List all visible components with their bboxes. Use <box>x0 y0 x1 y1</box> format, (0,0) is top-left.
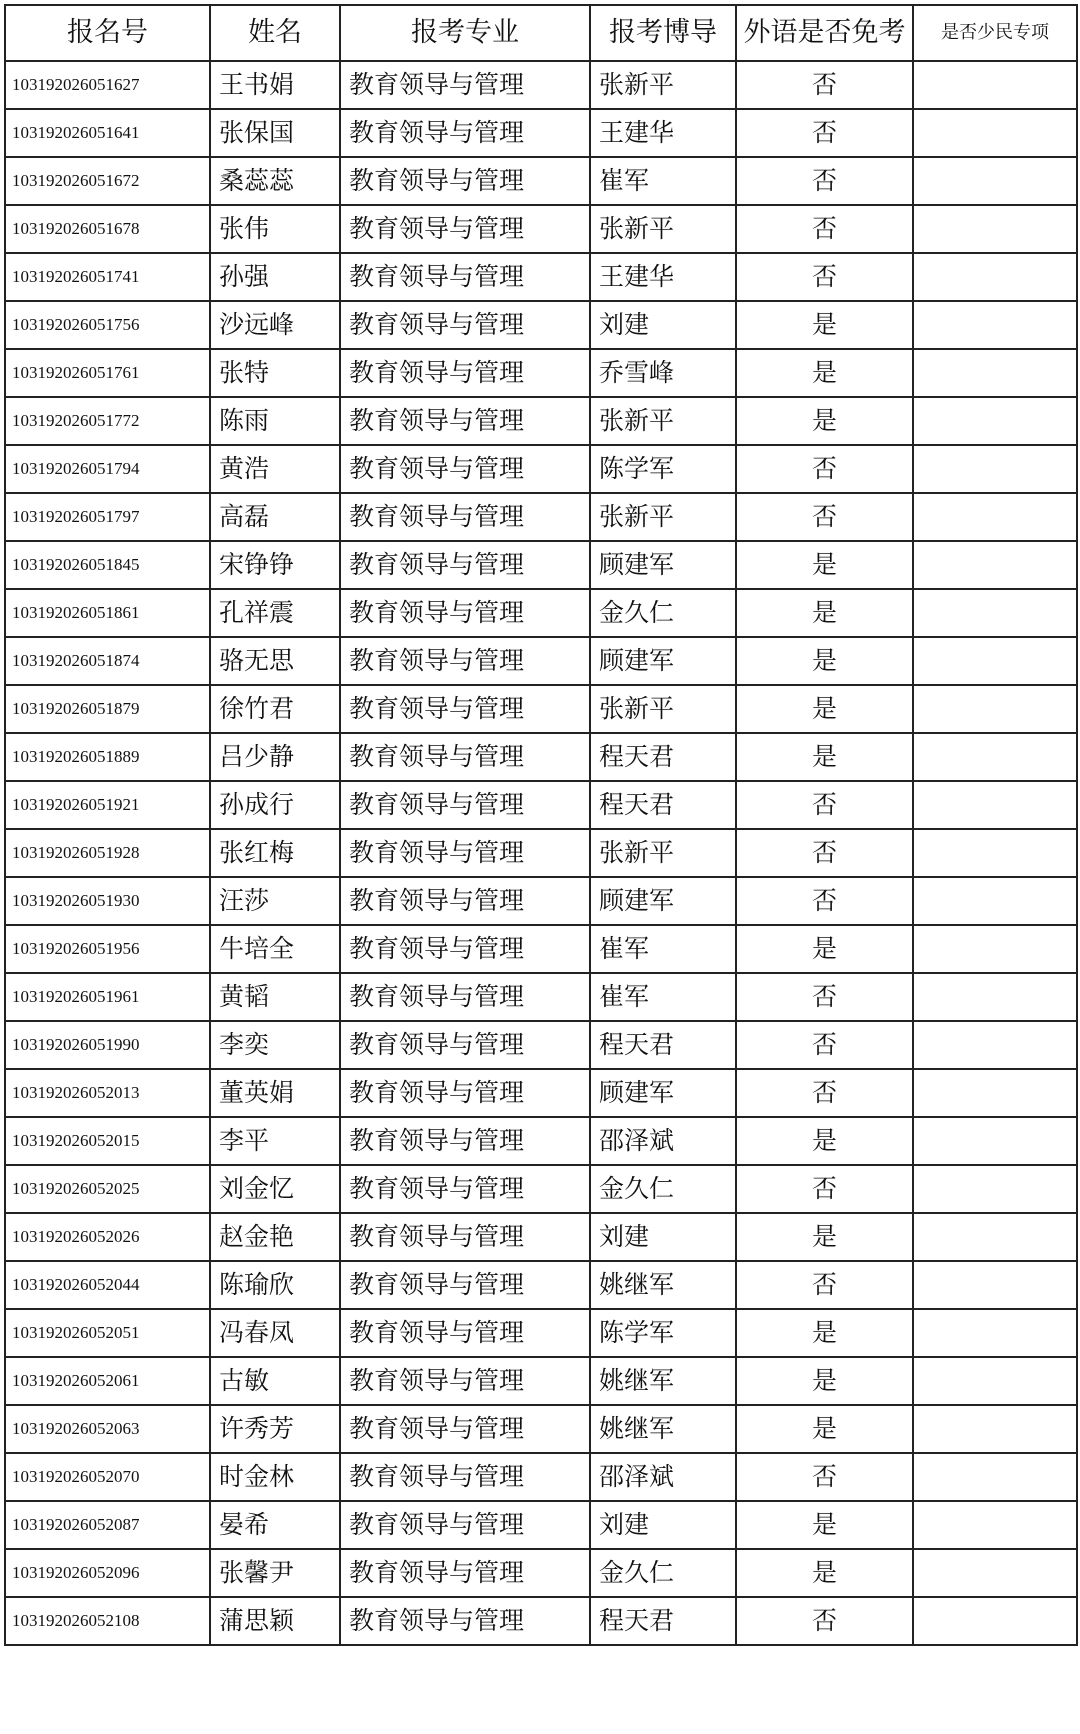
minority-program-cell <box>913 1069 1077 1117</box>
supervisor-cell: 张新平 <box>590 685 736 733</box>
name-cell: 晏希 <box>210 1501 340 1549</box>
registration-number-cell: 103192026052044 <box>5 1261 210 1309</box>
major-cell: 教育领导与管理 <box>340 1213 590 1261</box>
registration-number-cell: 103192026051741 <box>5 253 210 301</box>
name-cell: 牛培全 <box>210 925 340 973</box>
language-exempt-cell: 否 <box>736 973 913 1021</box>
major-cell: 教育领导与管理 <box>340 1597 590 1645</box>
table-row <box>5 1309 1077 1357</box>
major-cell: 教育领导与管理 <box>340 781 590 829</box>
minority-program-cell <box>913 397 1077 445</box>
supervisor-cell: 张新平 <box>590 61 736 109</box>
language-exempt-cell: 是 <box>736 589 913 637</box>
supervisor-cell: 程天君 <box>590 781 736 829</box>
name-cell: 冯春凤 <box>210 1309 340 1357</box>
minority-program-cell <box>913 1549 1077 1597</box>
table-row <box>5 1117 1077 1165</box>
major-cell: 教育领导与管理 <box>340 253 590 301</box>
language-exempt-cell: 是 <box>736 1501 913 1549</box>
registration-number-cell: 103192026052026 <box>5 1213 210 1261</box>
supervisor-cell: 崔军 <box>590 973 736 1021</box>
language-exempt-cell: 否 <box>736 1069 913 1117</box>
major-cell: 教育领导与管理 <box>340 109 590 157</box>
minority-program-cell <box>913 1597 1077 1645</box>
language-exempt-cell: 否 <box>736 1597 913 1645</box>
name-cell: 汪莎 <box>210 877 340 925</box>
supervisor-cell: 金久仁 <box>590 1549 736 1597</box>
language-exempt-cell: 是 <box>736 1357 913 1405</box>
language-exempt-cell: 是 <box>736 925 913 973</box>
name-cell: 李平 <box>210 1117 340 1165</box>
language-exempt-cell: 是 <box>736 541 913 589</box>
minority-program-cell <box>913 301 1077 349</box>
minority-program-cell <box>913 1021 1077 1069</box>
language-exempt-cell: 否 <box>736 157 913 205</box>
major-cell: 教育领导与管理 <box>340 1117 590 1165</box>
name-cell: 蒲思颖 <box>210 1597 340 1645</box>
name-cell: 骆无思 <box>210 637 340 685</box>
minority-program-cell <box>913 973 1077 1021</box>
name-cell: 许秀芳 <box>210 1405 340 1453</box>
minority-program-cell <box>913 1261 1077 1309</box>
supervisor-cell: 顾建军 <box>590 637 736 685</box>
language-exempt-cell: 否 <box>736 829 913 877</box>
supervisor-cell: 张新平 <box>590 397 736 445</box>
minority-program-cell <box>913 637 1077 685</box>
minority-program-cell <box>913 1213 1077 1261</box>
minority-program-cell <box>913 877 1077 925</box>
major-cell: 教育领导与管理 <box>340 1549 590 1597</box>
minority-program-cell <box>913 541 1077 589</box>
major-cell: 教育领导与管理 <box>340 733 590 781</box>
supervisor-cell: 陈学军 <box>590 445 736 493</box>
major-cell: 教育领导与管理 <box>340 301 590 349</box>
registration-number-cell: 103192026051641 <box>5 109 210 157</box>
minority-program-cell <box>913 685 1077 733</box>
language-exempt-cell: 否 <box>736 205 913 253</box>
registration-number-cell: 103192026052025 <box>5 1165 210 1213</box>
registration-number-cell: 103192026051678 <box>5 205 210 253</box>
registration-number-cell: 103192026051990 <box>5 1021 210 1069</box>
registration-number-cell: 103192026052096 <box>5 1549 210 1597</box>
table-row <box>5 925 1077 973</box>
name-cell: 宋铮铮 <box>210 541 340 589</box>
registration-number-cell: 103192026051889 <box>5 733 210 781</box>
registration-number-cell: 103192026051794 <box>5 445 210 493</box>
registration-number-cell: 103192026052061 <box>5 1357 210 1405</box>
name-cell: 王书娟 <box>210 61 340 109</box>
minority-program-cell <box>913 1453 1077 1501</box>
minority-program-cell <box>913 445 1077 493</box>
language-exempt-cell: 是 <box>736 349 913 397</box>
supervisor-cell: 刘建 <box>590 1213 736 1261</box>
supervisor-cell: 姚继军 <box>590 1405 736 1453</box>
supervisor-cell: 顾建军 <box>590 541 736 589</box>
name-cell: 高磊 <box>210 493 340 541</box>
admission-list-sheet <box>4 4 1076 1730</box>
name-cell: 张伟 <box>210 205 340 253</box>
minority-program-cell <box>913 1165 1077 1213</box>
table-row <box>5 637 1077 685</box>
table-row <box>5 349 1077 397</box>
registration-number-cell: 103192026051672 <box>5 157 210 205</box>
registration-number-cell: 103192026051627 <box>5 61 210 109</box>
minority-program-cell <box>913 493 1077 541</box>
language-exempt-cell: 否 <box>736 877 913 925</box>
name-cell: 桑蕊蕊 <box>210 157 340 205</box>
table-header <box>5 5 1077 61</box>
registration-number-cell: 103192026051772 <box>5 397 210 445</box>
supervisor-cell: 刘建 <box>590 1501 736 1549</box>
table-row <box>5 1357 1077 1405</box>
name-cell: 董英娟 <box>210 1069 340 1117</box>
table-row <box>5 1501 1077 1549</box>
registration-number-cell: 103192026051761 <box>5 349 210 397</box>
registration-number-cell: 103192026051756 <box>5 301 210 349</box>
major-cell: 教育领导与管理 <box>340 685 590 733</box>
supervisor-cell: 崔军 <box>590 925 736 973</box>
language-exempt-cell: 否 <box>736 253 913 301</box>
table-row <box>5 877 1077 925</box>
minority-program-cell <box>913 349 1077 397</box>
name-cell: 张馨尹 <box>210 1549 340 1597</box>
supervisor-cell: 张新平 <box>590 829 736 877</box>
language-exempt-cell: 是 <box>736 301 913 349</box>
minority-program-cell <box>913 1117 1077 1165</box>
language-exempt-cell: 否 <box>736 109 913 157</box>
registration-number-cell: 103192026051956 <box>5 925 210 973</box>
header-row <box>5 5 1077 61</box>
minority-program-cell <box>913 829 1077 877</box>
table-row <box>5 109 1077 157</box>
name-cell: 陈瑜欣 <box>210 1261 340 1309</box>
table-row <box>5 1021 1077 1069</box>
table-row <box>5 1069 1077 1117</box>
table-row <box>5 205 1077 253</box>
supervisor-cell: 顾建军 <box>590 877 736 925</box>
registration-number-cell: 103192026052070 <box>5 1453 210 1501</box>
language-exempt-cell: 是 <box>736 1309 913 1357</box>
major-cell: 教育领导与管理 <box>340 973 590 1021</box>
major-cell: 教育领导与管理 <box>340 589 590 637</box>
name-cell: 黄韬 <box>210 973 340 1021</box>
language-exempt-cell: 是 <box>736 1405 913 1453</box>
minority-program-cell <box>913 1309 1077 1357</box>
supervisor-cell: 刘建 <box>590 301 736 349</box>
table-body <box>5 61 1077 1645</box>
table-row <box>5 61 1077 109</box>
supervisor-cell: 乔雪峰 <box>590 349 736 397</box>
language-exempt-cell: 是 <box>736 637 913 685</box>
table-row <box>5 1597 1077 1645</box>
name-cell: 刘金忆 <box>210 1165 340 1213</box>
name-cell: 张保国 <box>210 109 340 157</box>
supervisor-cell: 邵泽斌 <box>590 1117 736 1165</box>
major-cell: 教育领导与管理 <box>340 205 590 253</box>
name-cell: 赵金艳 <box>210 1213 340 1261</box>
language-exempt-cell: 否 <box>736 1261 913 1309</box>
major-cell: 教育领导与管理 <box>340 349 590 397</box>
registration-number-cell: 103192026051879 <box>5 685 210 733</box>
table-row <box>5 685 1077 733</box>
language-exempt-cell: 否 <box>736 61 913 109</box>
registration-number-cell: 103192026052051 <box>5 1309 210 1357</box>
major-cell: 教育领导与管理 <box>340 445 590 493</box>
registration-number-cell: 103192026051928 <box>5 829 210 877</box>
table-row <box>5 541 1077 589</box>
registration-number-cell: 103192026052087 <box>5 1501 210 1549</box>
table-row <box>5 1405 1077 1453</box>
name-cell: 陈雨 <box>210 397 340 445</box>
minority-program-cell <box>913 205 1077 253</box>
supervisor-cell: 金久仁 <box>590 1165 736 1213</box>
minority-program-cell <box>913 109 1077 157</box>
supervisor-cell: 程天君 <box>590 1021 736 1069</box>
minority-program-cell <box>913 733 1077 781</box>
header-major: 报考专业 <box>340 5 590 61</box>
supervisor-cell: 陈学军 <box>590 1309 736 1357</box>
table-row <box>5 157 1077 205</box>
major-cell: 教育领导与管理 <box>340 1021 590 1069</box>
name-cell: 徐竹君 <box>210 685 340 733</box>
registration-number-cell: 103192026051930 <box>5 877 210 925</box>
registration-number-cell: 103192026052108 <box>5 1597 210 1645</box>
major-cell: 教育领导与管理 <box>340 1165 590 1213</box>
major-cell: 教育领导与管理 <box>340 925 590 973</box>
language-exempt-cell: 是 <box>736 1117 913 1165</box>
name-cell: 吕少静 <box>210 733 340 781</box>
header-name: 姓名 <box>210 5 340 61</box>
supervisor-cell: 张新平 <box>590 205 736 253</box>
table-row <box>5 829 1077 877</box>
name-cell: 时金林 <box>210 1453 340 1501</box>
name-cell: 李奕 <box>210 1021 340 1069</box>
table-row <box>5 1165 1077 1213</box>
registration-number-cell: 103192026052015 <box>5 1117 210 1165</box>
minority-program-cell <box>913 1501 1077 1549</box>
table-row <box>5 1261 1077 1309</box>
language-exempt-cell: 否 <box>736 493 913 541</box>
registration-number-cell: 103192026052013 <box>5 1069 210 1117</box>
language-exempt-cell: 是 <box>736 1549 913 1597</box>
table-row <box>5 781 1077 829</box>
name-cell: 孔祥震 <box>210 589 340 637</box>
supervisor-cell: 邵泽斌 <box>590 1453 736 1501</box>
registration-number-cell: 103192026051845 <box>5 541 210 589</box>
table-row <box>5 301 1077 349</box>
minority-program-cell <box>913 61 1077 109</box>
language-exempt-cell: 是 <box>736 685 913 733</box>
minority-program-cell <box>913 1405 1077 1453</box>
major-cell: 教育领导与管理 <box>340 397 590 445</box>
name-cell: 张特 <box>210 349 340 397</box>
header-language-exempt: 外语是否免考 <box>736 5 913 61</box>
supervisor-cell: 王建华 <box>590 109 736 157</box>
supervisor-cell: 程天君 <box>590 1597 736 1645</box>
table-row <box>5 493 1077 541</box>
table-row <box>5 1213 1077 1261</box>
registration-number-cell: 103192026051921 <box>5 781 210 829</box>
admission-table <box>4 4 1078 1646</box>
supervisor-cell: 姚继军 <box>590 1357 736 1405</box>
language-exempt-cell: 是 <box>736 397 913 445</box>
name-cell: 古敏 <box>210 1357 340 1405</box>
major-cell: 教育领导与管理 <box>340 1069 590 1117</box>
language-exempt-cell: 否 <box>736 781 913 829</box>
minority-program-cell <box>913 253 1077 301</box>
supervisor-cell: 姚继军 <box>590 1261 736 1309</box>
major-cell: 教育领导与管理 <box>340 157 590 205</box>
name-cell: 黄浩 <box>210 445 340 493</box>
major-cell: 教育领导与管理 <box>340 1357 590 1405</box>
supervisor-cell: 张新平 <box>590 493 736 541</box>
major-cell: 教育领导与管理 <box>340 1261 590 1309</box>
major-cell: 教育领导与管理 <box>340 1501 590 1549</box>
major-cell: 教育领导与管理 <box>340 637 590 685</box>
major-cell: 教育领导与管理 <box>340 1453 590 1501</box>
table-row <box>5 589 1077 637</box>
header-minority-program: 是否少民专项 <box>913 5 1077 61</box>
supervisor-cell: 王建华 <box>590 253 736 301</box>
major-cell: 教育领导与管理 <box>340 829 590 877</box>
table-row <box>5 253 1077 301</box>
registration-number-cell: 103192026052063 <box>5 1405 210 1453</box>
supervisor-cell: 金久仁 <box>590 589 736 637</box>
supervisor-cell: 崔军 <box>590 157 736 205</box>
major-cell: 教育领导与管理 <box>340 493 590 541</box>
language-exempt-cell: 是 <box>736 1213 913 1261</box>
major-cell: 教育领导与管理 <box>340 1405 590 1453</box>
header-supervisor: 报考博导 <box>590 5 736 61</box>
table-row <box>5 973 1077 1021</box>
registration-number-cell: 103192026051797 <box>5 493 210 541</box>
table-row <box>5 1453 1077 1501</box>
major-cell: 教育领导与管理 <box>340 1309 590 1357</box>
language-exempt-cell: 否 <box>736 1453 913 1501</box>
major-cell: 教育领导与管理 <box>340 541 590 589</box>
name-cell: 沙远峰 <box>210 301 340 349</box>
name-cell: 孙强 <box>210 253 340 301</box>
minority-program-cell <box>913 589 1077 637</box>
major-cell: 教育领导与管理 <box>340 877 590 925</box>
language-exempt-cell: 否 <box>736 1165 913 1213</box>
registration-number-cell: 103192026051861 <box>5 589 210 637</box>
language-exempt-cell: 是 <box>736 733 913 781</box>
supervisor-cell: 顾建军 <box>590 1069 736 1117</box>
minority-program-cell <box>913 781 1077 829</box>
table-row <box>5 445 1077 493</box>
header-registration-number: 报名号 <box>5 5 210 61</box>
table-row <box>5 1549 1077 1597</box>
table-row <box>5 733 1077 781</box>
name-cell: 张红梅 <box>210 829 340 877</box>
minority-program-cell <box>913 925 1077 973</box>
major-cell: 教育领导与管理 <box>340 61 590 109</box>
registration-number-cell: 103192026051874 <box>5 637 210 685</box>
minority-program-cell <box>913 157 1077 205</box>
table-row <box>5 397 1077 445</box>
language-exempt-cell: 否 <box>736 1021 913 1069</box>
language-exempt-cell: 否 <box>736 445 913 493</box>
supervisor-cell: 程天君 <box>590 733 736 781</box>
minority-program-cell <box>913 1357 1077 1405</box>
name-cell: 孙成行 <box>210 781 340 829</box>
registration-number-cell: 103192026051961 <box>5 973 210 1021</box>
